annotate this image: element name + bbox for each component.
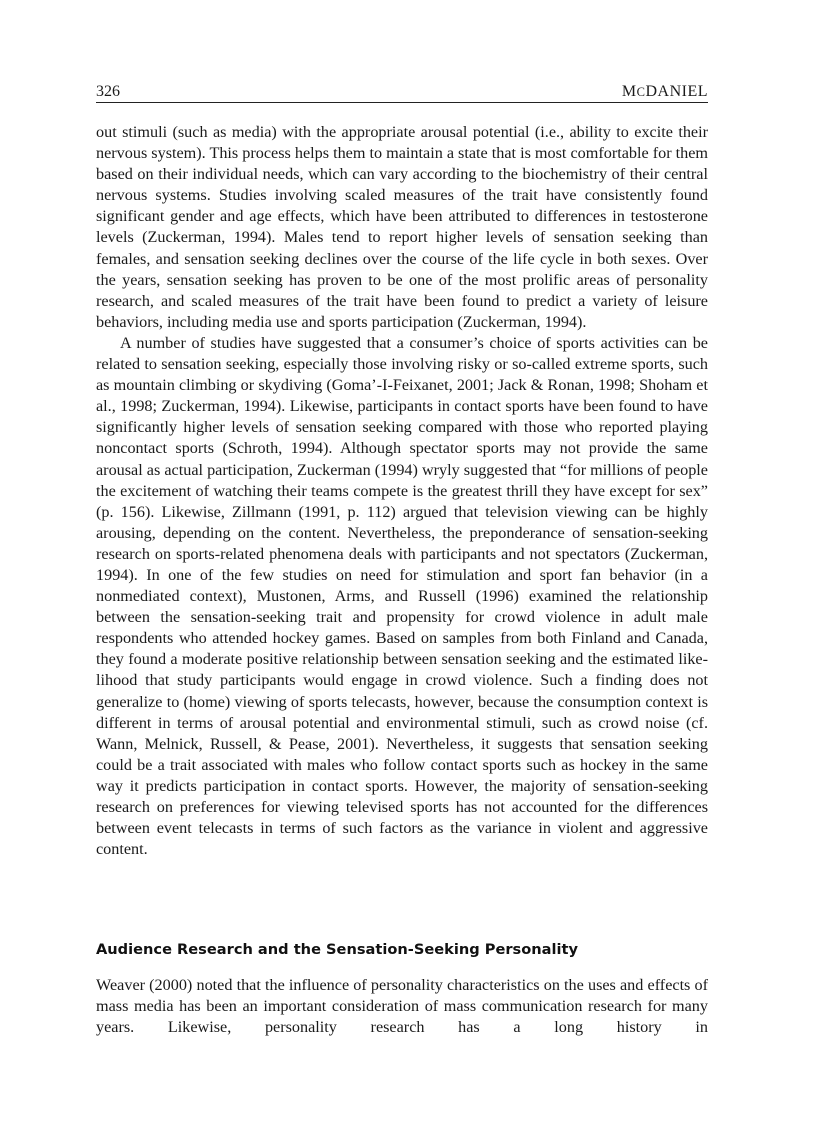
paragraph-audience-research: Weaver (2000) noted that the influence of personality characteristics on the uses and effects of mass media has been an important consideration of mass communication research for many years. Likewise, personality research has a long history in (96, 976, 708, 1037)
main-text (96, 122, 708, 860)
page-number: 326 (96, 83, 120, 100)
running-title-small-c: C (636, 85, 646, 99)
paragraph-continued: out stimuli (such as media) with the appropriate arousal potential (i.e., ability to excite their nervous system). This process helps them to maintain a state that is most comfortable for them based on their individual needs, which can vary according to the biochemistry of their central nervous systems. Studies involving scaled measures of the trait have consistently found significant gender and age effects, which have been attributed to differences in testosterone levels (Zuckerman, 1994). Males tend to report higher levels of sensation seeking than females, and sensation seeking declines over the course of the life cycle in both sexes. Over the years, sensation seeking has proven to be one of the most prolific areas of personality research, and scaled measures of the trait have been found to predict a variety of leisure behaviors, including media use and sports participation (Zuckerman, 1994). (96, 123, 709, 331)
running-head (96, 82, 708, 103)
running-title-rest: DANIEL (645, 83, 708, 100)
paragraph-sports-sensation-seeking: A number of studies have suggested that a consumer’s choice of sports activities can be related to sensation seeking, especially those involving risky or so-called extreme sports, such as mountain climbing or skydiving (Goma’-I-Feixanet, 2001; Jack & Ronan, 1998; Shoham et al., 1998; Zuckerman, 1994). Likewise, participants in contact sports have been found to have significantly higher levels of sensation seeking compared with those who reported playing noncontact sports (Schroth, 1994). Although spectator sports may not provide the same arousal as actual participation, Zuckerman (1994) wryly suggested that “for millions of people the excitement of watching their teams compete is the greatest thrill they have except for sex” (p. 156). Likewise, Zillmann (1991, p. 112) argued that television viewing can be highly arousing, depending on the content. Nevertheless, the preponderance of sensation-seeking research on sports-related phenomena deals with participants and not spectators (Zuckerman, 1994). In one of the few studies on need for stimulation and sport fan behavior (in a nonmediated context), Mustonen, Arms, and Russell (1996) examined the relationship between the sensation-seeking trait and propensity for crowd violence in adult male respondents who attended hockey games. Based on samples from both Finland and Canada, they found a moderate positive relationship between sensation seeking and the estimated likelihood that study participants would engage in crowd violence. Such a finding does not generalize to (home) viewing of sports telecasts, however, because the consumption context is different in terms of arousal potential and environmental stimuli, such as crowd noise (cf. Wann, Melnick, Russell, & Pease, 2001). Nevertheless, it suggests that sensation seeking could be a trait associated with males who follow contact sports such as hockey in the same way it predicts participation in contact sports. However, the majority of sensation-seeking research on preferences for viewing televised sports has not accounted for the differences between event telecasts in terms of such factors as the variance in violent and aggressive content. (96, 333, 708, 859)
document-page (96, 0, 708, 1123)
running-title-initial: M (621, 83, 637, 100)
section-heading: Audience Research and the Sensation-Seeking Personality (96, 941, 578, 958)
section-text (96, 975, 708, 1038)
running-title (622, 82, 708, 102)
